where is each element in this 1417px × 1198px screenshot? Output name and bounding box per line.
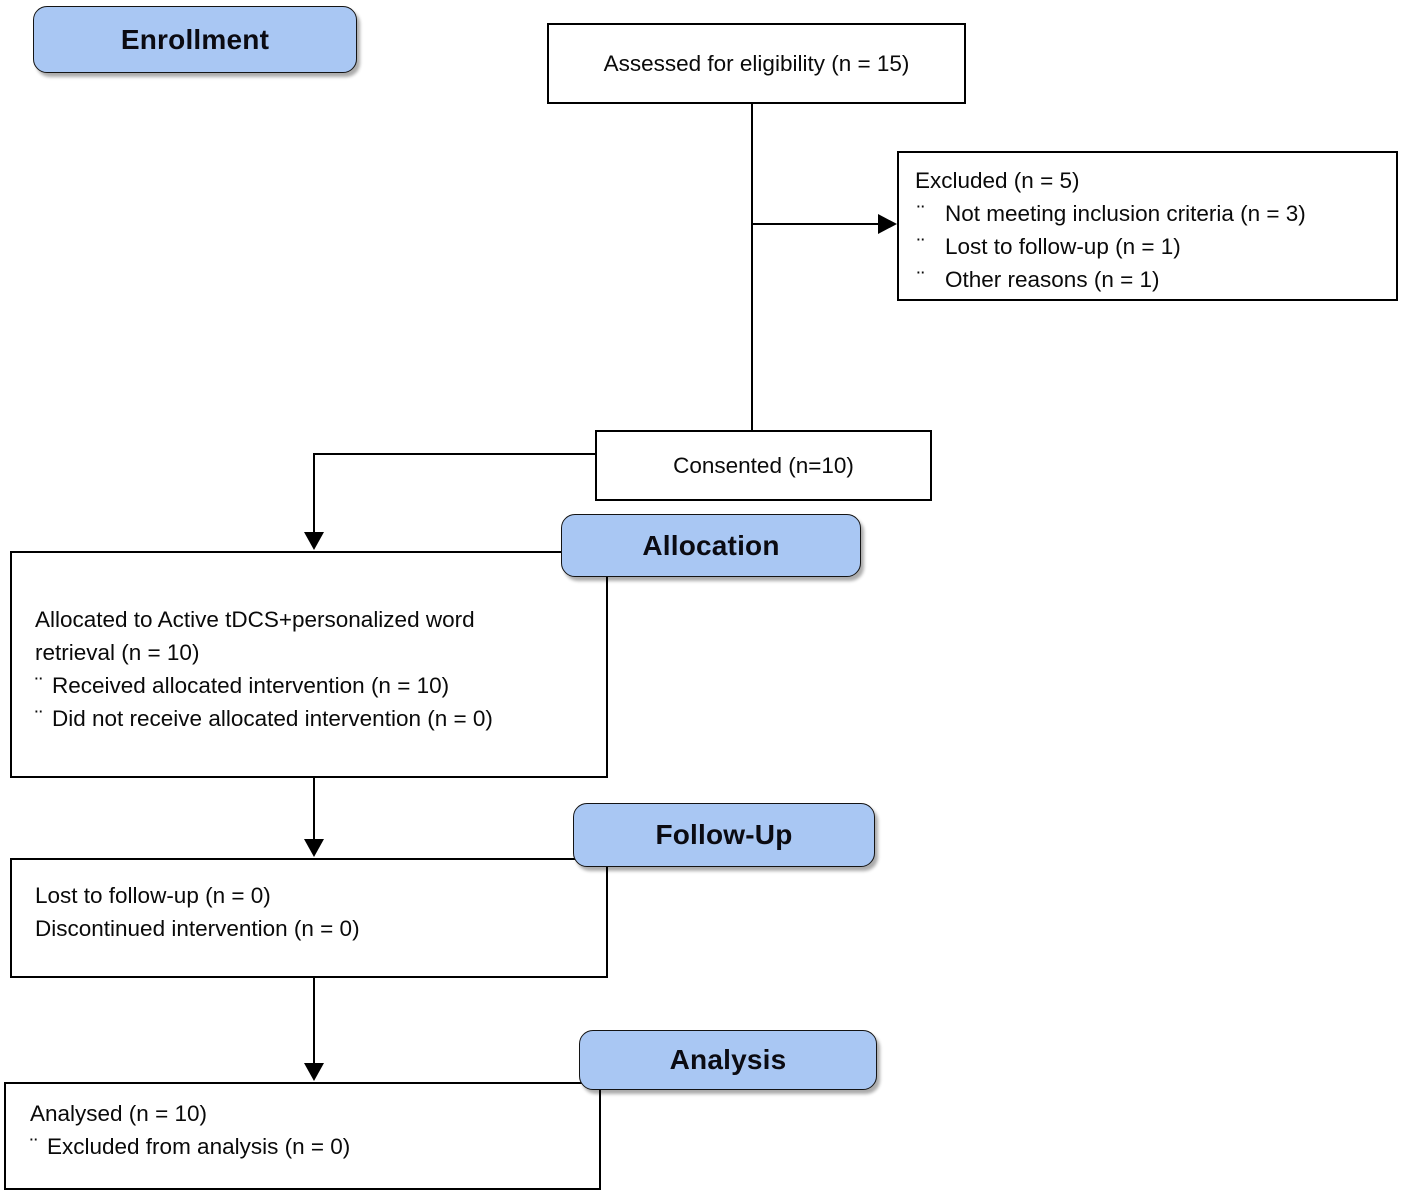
- connector-allocated-to-followup: [313, 778, 315, 840]
- bullet-icon: ¨: [35, 706, 43, 731]
- excluded-item: [915, 197, 1386, 230]
- excluded-title: Excluded (n = 5): [915, 168, 1080, 193]
- connector-consented-branch-horizontal: [314, 453, 595, 455]
- excluded-item-text: Other reasons (n = 1): [945, 267, 1160, 292]
- bullet-icon: ¨: [35, 673, 43, 698]
- stage-analysis-label: [579, 1030, 877, 1090]
- box-analysed: [4, 1082, 601, 1190]
- excluded-item-text: Lost to follow-up (n = 1): [945, 234, 1181, 259]
- stage-followup-label: [573, 803, 875, 867]
- analysed-item: [30, 1130, 589, 1163]
- lost-line: Discontinued intervention (n = 0): [35, 916, 360, 941]
- arrow-down-icon: [304, 1063, 324, 1081]
- analysed-title: Analysed (n = 10): [30, 1101, 207, 1126]
- analysed-item-text: Excluded from analysis (n = 0): [47, 1134, 351, 1159]
- arrow-right-icon: [878, 214, 897, 234]
- stage-allocation-text: Allocation: [642, 529, 780, 561]
- allocated-item: [35, 702, 596, 735]
- connector-followup-to-analysis: [313, 978, 315, 1064]
- excluded-item: [915, 263, 1386, 296]
- bullet-icon: ¨: [917, 201, 925, 226]
- consented-text: Consented (n=10): [673, 453, 854, 478]
- arrow-down-icon: [304, 532, 324, 550]
- stage-allocation-label: [561, 514, 861, 577]
- connector-assessed-to-consented: [751, 104, 753, 430]
- stage-enrollment-label: [33, 6, 357, 73]
- excluded-item: [915, 230, 1386, 263]
- allocated-item: [35, 669, 596, 702]
- bullet-icon: ¨: [917, 234, 925, 259]
- allocated-item-text: Received allocated intervention (n = 10): [52, 673, 450, 698]
- box-assessed-eligibility: [547, 23, 966, 104]
- box-allocated-intervention: [10, 551, 608, 778]
- bullet-icon: ¨: [30, 1134, 38, 1159]
- lost-line: Lost to follow-up (n = 0): [35, 883, 271, 908]
- box-consented: [595, 430, 932, 501]
- stage-followup-text: Follow-Up: [655, 819, 793, 850]
- allocated-title: Allocated to Active tDCS+personalized word retrieval (n = 10): [35, 607, 475, 665]
- stage-analysis-text: Analysis: [669, 1044, 787, 1075]
- connector-to-excluded: [752, 223, 880, 225]
- excluded-item-text: Not meeting inclusion criteria (n = 3): [945, 201, 1306, 226]
- allocated-item-text: Did not receive allocated intervention (n = 0): [52, 706, 493, 731]
- box-lost-to-followup: [10, 858, 608, 978]
- arrow-down-icon: [304, 839, 324, 857]
- stage-enrollment-text: Enrollment: [120, 23, 270, 55]
- box-excluded: [897, 151, 1398, 301]
- assessed-text: Assessed for eligibility (n = 15): [603, 51, 910, 76]
- connector-consented-to-allocated: [313, 453, 315, 533]
- bullet-icon: ¨: [917, 267, 925, 292]
